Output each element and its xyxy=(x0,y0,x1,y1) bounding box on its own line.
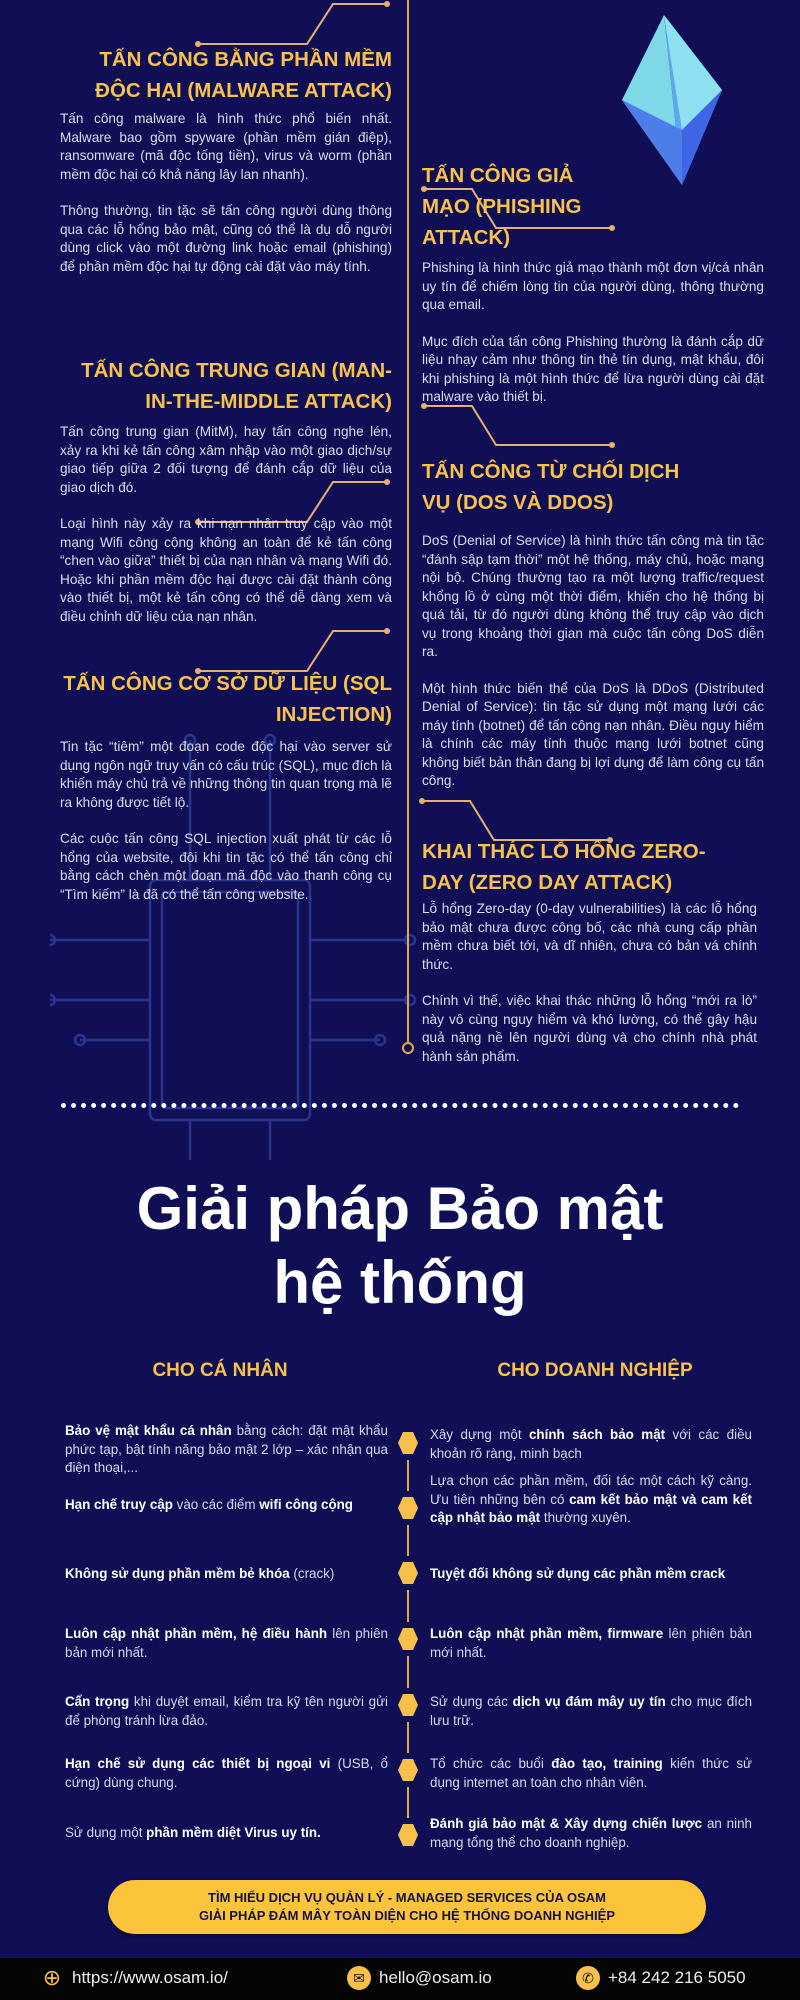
globe-icon: ⊕ xyxy=(42,1965,62,1990)
hexagon-bullet-icon xyxy=(398,1497,418,1519)
personal-solution-item xyxy=(65,1625,388,1662)
hexagon-bullet-icon xyxy=(398,1562,418,1584)
business-heading: CHO DOANH NGHIỆP xyxy=(497,1360,693,1381)
paragraph: Tấn công malware là hình thức phổ biến nhất. Malware bao gồm spyware (phần mềm gián điệp), ransomware (mã độc tống tiền), virus và worm (phần mềm độc hại có khả năng lây lan nhanh). xyxy=(60,111,392,182)
text: bằng cách: đặt mật khẩu phức tạp, bật tính năng bảo mật 2 lớp – xác nhận qua điện thoại,... xyxy=(65,1423,388,1475)
text: kiến thức sử dụng internet an toàn cho nhân viên. xyxy=(430,1756,752,1790)
personal-heading: CHO CÁ NHÂN xyxy=(152,1360,288,1381)
business-solution-item xyxy=(430,1625,752,1662)
bold-text: Luôn cập nhật phần mềm, hệ điều hành xyxy=(65,1626,328,1641)
website-link[interactable]: https://www.osam.io/ xyxy=(72,1968,228,1987)
footer xyxy=(0,1958,800,2000)
solutions-title: Giải pháp Bảo mật hệ thống xyxy=(136,1175,664,1316)
business-solution-item xyxy=(430,1815,752,1852)
heading-malware: TẤN CÔNG BẰNG PHẦN MỀM ĐỘC HẠI (MALWARE ATTACK) xyxy=(95,48,392,102)
text: Tổ chức các buổi xyxy=(430,1756,552,1771)
timeline-line xyxy=(407,0,409,1044)
business-solution-item xyxy=(430,1426,752,1463)
bold-text: Cẩn trọng xyxy=(65,1694,130,1709)
section-phishing xyxy=(422,160,764,407)
paragraph: Chính vì thế, việc khai thác những lỗ hổng “mới ra lò” này vô cùng nguy hiểm và khó lường, có thể gây hậu quả nặng nề lên người dùng và cho chính nhà phát hành sản phẩm. xyxy=(422,993,757,1064)
paragraph: Tấn công trung gian (MitM), hay tấn công nghe lén, xảy ra khi kẻ tấn công xâm nhập vào một giao dịch/sự giao tiếp giữa 2 đối tượng để đánh cắp dữ liệu của giao dịch đó. xyxy=(60,424,392,495)
email-link[interactable]: hello@osam.io xyxy=(379,1968,492,1987)
personal-solution-item xyxy=(65,1693,388,1730)
paragraph: Mục đích của tấn công Phishing thường là đánh cắp dữ liệu nhạy cảm như thông tin thẻ tín dụng, mật khẩu, đôi khi phishing là một hình thức để lừa người dùng cài đặt malware vào thiết bị. xyxy=(422,333,764,404)
footer-phone[interactable] xyxy=(576,1966,746,1990)
text: lên phiên bản mới nhất. xyxy=(430,1626,752,1660)
text: Lựa chọn các phần mềm, đối tác một cách kỹ càng. Ưu tiên những bên có xyxy=(430,1473,752,1507)
text: Xây dựng một xyxy=(430,1427,529,1442)
bold-text: Bảo vệ mật khẩu cá nhân xyxy=(65,1423,232,1438)
phone-link[interactable]: +84 242 216 5050 xyxy=(608,1968,746,1987)
bold-text: Đánh giá bảo mật & Xây dựng chiến lược xyxy=(430,1816,703,1831)
footer-email[interactable] xyxy=(347,1966,492,1990)
paragraph: Thông thường, tin tặc sẽ tấn công người dùng thông qua các lỗ hổng bảo mật, cũng có thể là dụ dỗ người dùng click vào một đường link hoặc email (phishing) để phần mềm độc hại tự động cài đặt vào máy tính. xyxy=(60,203,392,274)
section-mitm xyxy=(60,355,392,626)
bold-text: Tuyệt đối không sử dụng các phần mềm crack xyxy=(430,1566,726,1581)
bold-text: chính sách bảo mật xyxy=(528,1427,666,1442)
business-solution-item xyxy=(430,1693,752,1730)
timeline-end-dot xyxy=(402,1042,414,1054)
cta-line-1: TÌM HIỂU DỊCH VỤ QUẢN LÝ - MANAGED SERVICES CỦA OSAM xyxy=(208,1890,606,1905)
paragraph: DoS (Denial of Service) là hình thức tấn công mà tin tặc “đánh sập tạm thời” một hệ thống, máy chủ, hoặc mạng nội bộ. Chúng thường tạo ra một lượng traffic/request khổng lồ ở cùng một thời điểm, khiến cho hệ thống bị quá tải, từ đó người dùng không thể truy cập vào dịch vụ trong khoảng thời gian mà cuộc tấn công DoS diễn ra. xyxy=(422,533,764,659)
timeline-segment xyxy=(407,1525,409,1556)
heading-zeroday: KHAI THÁC LỖ HỔNG ZERO-DAY (ZERO DAY ATTACK) xyxy=(422,840,706,894)
text: lên phiên bản mới nhất. xyxy=(65,1626,388,1660)
personal-solution-item xyxy=(65,1824,388,1843)
section-dos xyxy=(422,456,764,791)
bold-text: wifi công cộng xyxy=(259,1497,353,1512)
dotted-divider xyxy=(61,1103,739,1108)
hexagon-bullet-icon xyxy=(398,1824,418,1846)
cta-line-2: GIẢI PHÁP ĐÁM MÂY TOÀN DIỆN CHO HỆ THỐNG DOANH NGHIỆP xyxy=(198,1908,616,1923)
hexagon-bullet-icon xyxy=(398,1694,418,1716)
heading-dos: TẤN CÔNG TỪ CHỐI DỊCH VỤ (DOS VÀ DDOS) xyxy=(422,460,680,514)
managed-services-cta-button[interactable] xyxy=(108,1880,706,1934)
text: Sử dụng một xyxy=(65,1825,147,1840)
bold-text: Hạn chế truy cập xyxy=(65,1497,173,1512)
hexagon-bullet-icon xyxy=(398,1432,418,1454)
connector-decoration xyxy=(195,0,395,50)
heading-mitm: TẤN CÔNG TRUNG GIAN (MAN-IN-THE-MIDDLE ATTACK) xyxy=(81,359,392,413)
heading-phishing: TẤN CÔNG GIẢ MẠO (PHISHING ATTACK) xyxy=(422,164,582,249)
personal-solution-item xyxy=(65,1755,388,1792)
paragraph: Một hình thức biến thể của DoS là DDoS (Distributed Denial of Service): tin tặc sử dụng một mạng lưới các máy tính (botnet) để tấn công nạn nhân. Điều nguy hiểm là chính các máy tính thuộc mạng lưới botnet cũng không biết bản thân đang bị lợi dụng để làm công cụ tấn công. xyxy=(422,680,764,788)
paragraph: Các cuộc tấn công SQL injection xuất phát từ các lỗ hổng của website, đôi khi tin tặc có thể tấn công chỉ bằng cách chèn một đoạn mã độc vào thanh công cụ “Tìm kiếm” là đã có thể tấn công website. xyxy=(60,831,392,902)
personal-solution-item xyxy=(65,1422,388,1478)
personal-solution-item xyxy=(65,1496,388,1515)
text: khi duyệt email, kiểm tra kỹ tên người gửi để phòng tránh lừa đảo. xyxy=(65,1694,389,1728)
hexagon-bullet-icon xyxy=(398,1628,418,1650)
text: (crack) xyxy=(289,1566,335,1581)
timeline-segment xyxy=(407,1787,409,1818)
phone-icon: ✆ xyxy=(576,1966,600,1990)
bold-text: phần mềm diệt Virus uy tín. xyxy=(146,1825,321,1840)
text: (USB, ổ cứng) dùng chung. xyxy=(65,1756,388,1790)
paragraph: Loại hình này xảy ra khi nạn nhân truy cập vào một mạng Wifi công cộng không an toàn để kẻ tấn công “chen vào giữa” thiết bị của nạn nhân và mạng Wifi đó. Hoặc khi phần mềm độc hại được cài đặt thành công vào thiết bị, một kẻ tấn công có thể dễ dàng xem và điều chỉnh dữ liệu của nạn nhân. xyxy=(60,516,392,624)
text: Sử dụng các xyxy=(430,1694,513,1709)
timeline-segment xyxy=(407,1722,409,1753)
section-malware xyxy=(60,44,392,276)
heading-sql: TẤN CÔNG CƠ SỞ DỮ LIỆU (SQL INJECTION) xyxy=(63,672,392,726)
section-sql xyxy=(60,668,392,904)
paragraph: Lỗ hổng Zero-day (0-day vulnerabilities) là các lỗ hổng bảo mật chưa được công bố, các nhà cung cấp phần mềm chưa biết tới, và dĩ nhiên, chưa có bản vá chính thức. xyxy=(422,901,757,972)
text: vào các điểm xyxy=(172,1497,260,1512)
text: cho mục đích lưu trữ. xyxy=(430,1694,753,1728)
timeline-segment xyxy=(407,1656,409,1688)
bold-text: Không sử dụng phần mềm bẻ khóa xyxy=(65,1566,290,1581)
bold-text: Hạn chế sử dụng các thiết bị ngoại vi xyxy=(65,1756,331,1771)
business-solution-item xyxy=(430,1472,752,1528)
text: an ninh mạng tổng thể cho doanh nghiệp. xyxy=(430,1816,753,1850)
bold-text: dịch vụ đám mây uy tín xyxy=(512,1694,666,1709)
footer-website[interactable] xyxy=(40,1966,228,1990)
text: với các điều khoản rõ ràng, minh bạch xyxy=(430,1427,752,1461)
business-solution-item xyxy=(430,1565,752,1584)
hexagon-bullet-icon xyxy=(398,1759,418,1781)
timeline-segment xyxy=(407,1590,409,1622)
section-zeroday xyxy=(422,836,757,1066)
business-solution-item xyxy=(430,1755,752,1792)
paragraph: Phishing là hình thức giả mạo thành một đơn vị/cá nhân uy tín để chiếm lòng tin của người dùng, thông thường qua email. xyxy=(422,260,764,312)
personal-solution-item xyxy=(65,1565,388,1584)
bold-text: đào tạo, training xyxy=(551,1756,663,1771)
timeline-segment xyxy=(407,1460,409,1491)
bold-text: Luôn cập nhật phần mềm, firmware xyxy=(430,1626,664,1641)
bold-text: cam kết bảo mật và cam kết cập nhật bảo mật xyxy=(430,1491,752,1525)
text: thường xuyên. xyxy=(540,1510,631,1525)
paragraph: Tin tặc “tiêm” một đoạn code độc hại vào server sử dụng ngôn ngữ truy vấn có cấu trúc (SQL), mục đích là khiến máy chủ trả về những thông tin quan trọng mà lẽ ra không được tiết lộ. xyxy=(60,739,392,810)
mail-icon: ✉ xyxy=(347,1966,371,1990)
connector-decoration xyxy=(420,400,620,450)
